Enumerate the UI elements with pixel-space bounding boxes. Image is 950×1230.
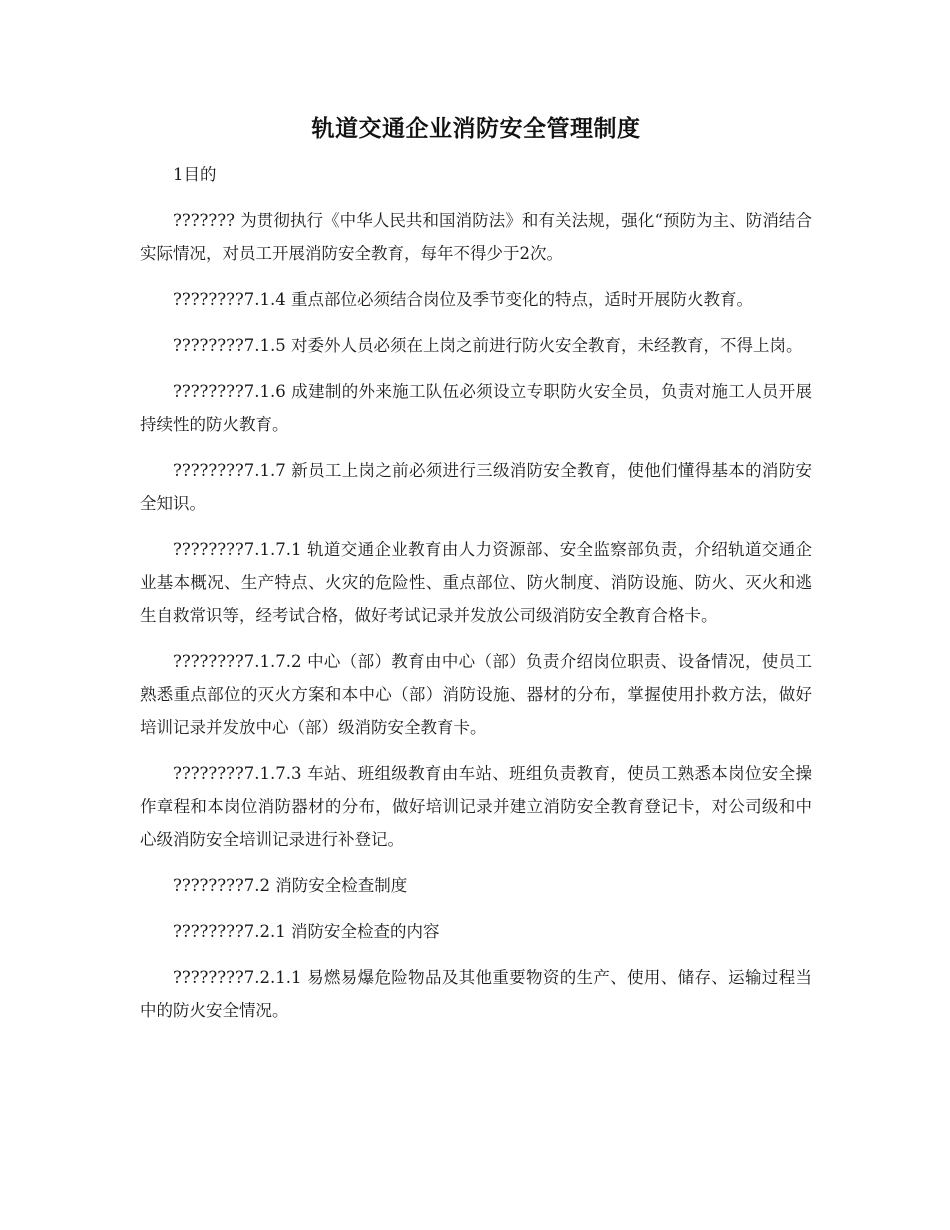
paragraph-7-2: ????????7.2 消防安全检查制度 (173, 876, 408, 895)
paragraph-purpose-heading: 1目的 (173, 165, 217, 184)
paragraph-7-1-7: ????????7.1.7 新员工上岗之前必须进行三级消防安全教育，使他们懂得基本的消防安全知识。 (140, 461, 812, 513)
document-page (140, 112, 812, 1040)
paragraph-7-2-1: ????????7.2.1 消防安全检查的内容 (173, 922, 440, 941)
paragraph-7-1-7-1: ????????7.1.7.1 轨道交通企业教育由人力资源部、安全监察部负责，介绍轨道交通企业基本概况、生产特点、火灾的危险性、重点部位、防火制度、消防设施、防火、灭火和逃生自救常识等，经考试合格，做好考试记录并发放公司级消防安全教育合格卡。 (140, 540, 812, 625)
paragraph-7-2-1-1: ????????7.2.1.1 易燃易爆危险物品及其他重要物资的生产、使用、储存、运输过程当中的防火安全情况。 (140, 968, 812, 1020)
document-title: 轨道交通企业消防安全管理制度 (311, 116, 641, 142)
paragraph-7-1-7-3: ????????7.1.7.3 车站、班组级教育由车站、班组负责教育，使员工熟悉本岗位安全操作章程和本岗位消防器材的分布，做好培训记录并建立消防安全教育登记卡，对公司级和中心级消防安全培训记录进行补登记。 (140, 764, 812, 849)
paragraph-7-1-7-2: ????????7.1.7.2 中心（部）教育由中心（部）负责介绍岗位职责、设备情况，使员工熟悉重点部位的灭火方案和本中心（部）消防设施、器材的分布，掌握使用扑救方法，做好培训记录并发放中心（部）级消防安全教育卡。 (140, 652, 812, 737)
paragraph-purpose-text: ??????? 为贯彻执行《中华人民共和国消防法》和有关法规，强化“预防为主、防消结合实际情况，对员工开展消防安全教育，每年不得少于2次。 (140, 211, 812, 263)
paragraph-7-1-4: ????????7.1.4 重点部位必须结合岗位及季节变化的特点，适时开展防火教育。 (173, 290, 753, 309)
paragraph-7-1-5: ????????7.1.5 对委外人员必须在上岗之前进行防火安全教育，未经教育，不得上岗。 (173, 336, 803, 355)
paragraph-7-1-6: ????????7.1.6 成建制的外来施工队伍必须设立专职防火安全员，负责对施工人员开展持续性的防火教育。 (140, 382, 812, 434)
